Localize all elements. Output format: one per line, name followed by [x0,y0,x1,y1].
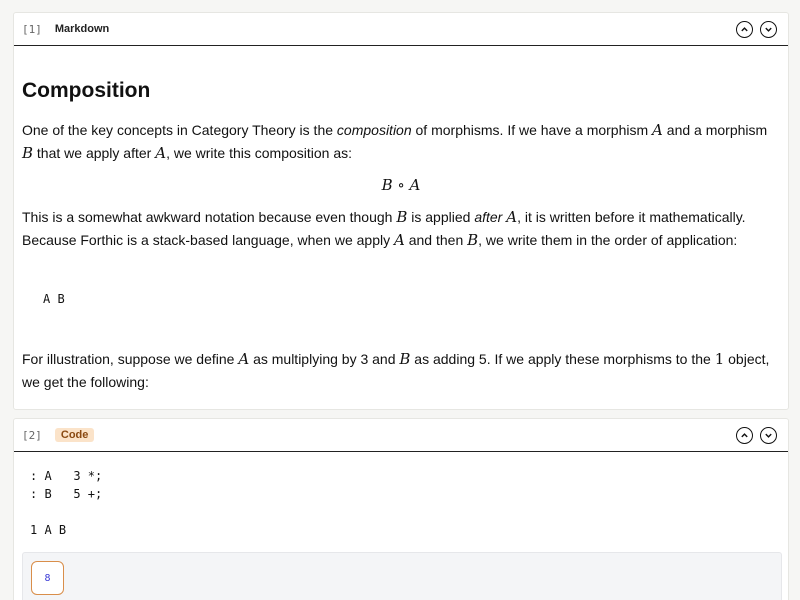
output-value: 8 [31,561,64,595]
paragraph-2 [22,206,780,252]
code-editor[interactable] [14,467,788,539]
composition-formula [22,176,780,195]
text: For illustration, suppose we define [22,351,239,367]
paragraph-3 [22,348,780,394]
chevron-down-icon[interactable] [760,21,777,38]
math-var: A [652,121,663,139]
text: as multiplying by 3 and [249,351,400,367]
cell-type-badge: Code [55,428,95,442]
markdown-cell[interactable] [13,12,789,410]
math-var: A [238,350,250,368]
chevron-up-icon[interactable] [736,427,753,444]
math-var: B [22,144,34,162]
cell-type-label: Markdown [54,23,110,35]
math-number: 1 [714,350,725,368]
cell-index: [2] [22,428,42,442]
paragraph-1 [22,119,780,165]
math-var: A [506,208,518,226]
cell-header [14,419,788,452]
text: of morphisms. If we have a morphism [411,122,653,138]
code-text[interactable]: : A 3 *; : B 5 +; 1 A B [30,469,103,537]
text: One of the key concepts in Category Theory is the [22,122,337,138]
math-var: B [381,176,393,194]
math-var: B [399,350,411,368]
text: , we write them in the order of application: [478,232,738,248]
text: that we apply after [33,145,156,161]
math-var: B [467,231,479,249]
chevron-down-icon[interactable] [760,427,777,444]
text: as adding 5. If we apply these morphisms to the [410,351,715,367]
text: , we write this composition as: [166,145,353,161]
math-var: B [396,208,408,226]
section-heading: Composition [22,79,151,102]
math-var: A [155,144,167,162]
text: and then [404,232,468,248]
cell-index: [1] [22,22,42,36]
math-op: ∘ [392,176,410,194]
text: is applied [407,209,475,225]
code-cell[interactable] [13,418,789,600]
chevron-up-icon[interactable] [736,21,753,38]
cell-header [14,13,788,46]
math-var: A [394,231,405,249]
text: object, we get the following: [22,351,770,390]
emphasis: composition [336,122,412,138]
markdown-content [14,79,788,394]
text: and a morphism [662,122,768,138]
code-snippet: A B [43,292,65,306]
text: This is a somewhat awkward notation because even though [22,209,397,225]
math-var: A [409,176,421,194]
emphasis: after [474,209,503,225]
output-area [22,552,782,600]
text: , it is written before it mathematically. Because Forthic is a stack-based language, when we apply [22,209,746,248]
